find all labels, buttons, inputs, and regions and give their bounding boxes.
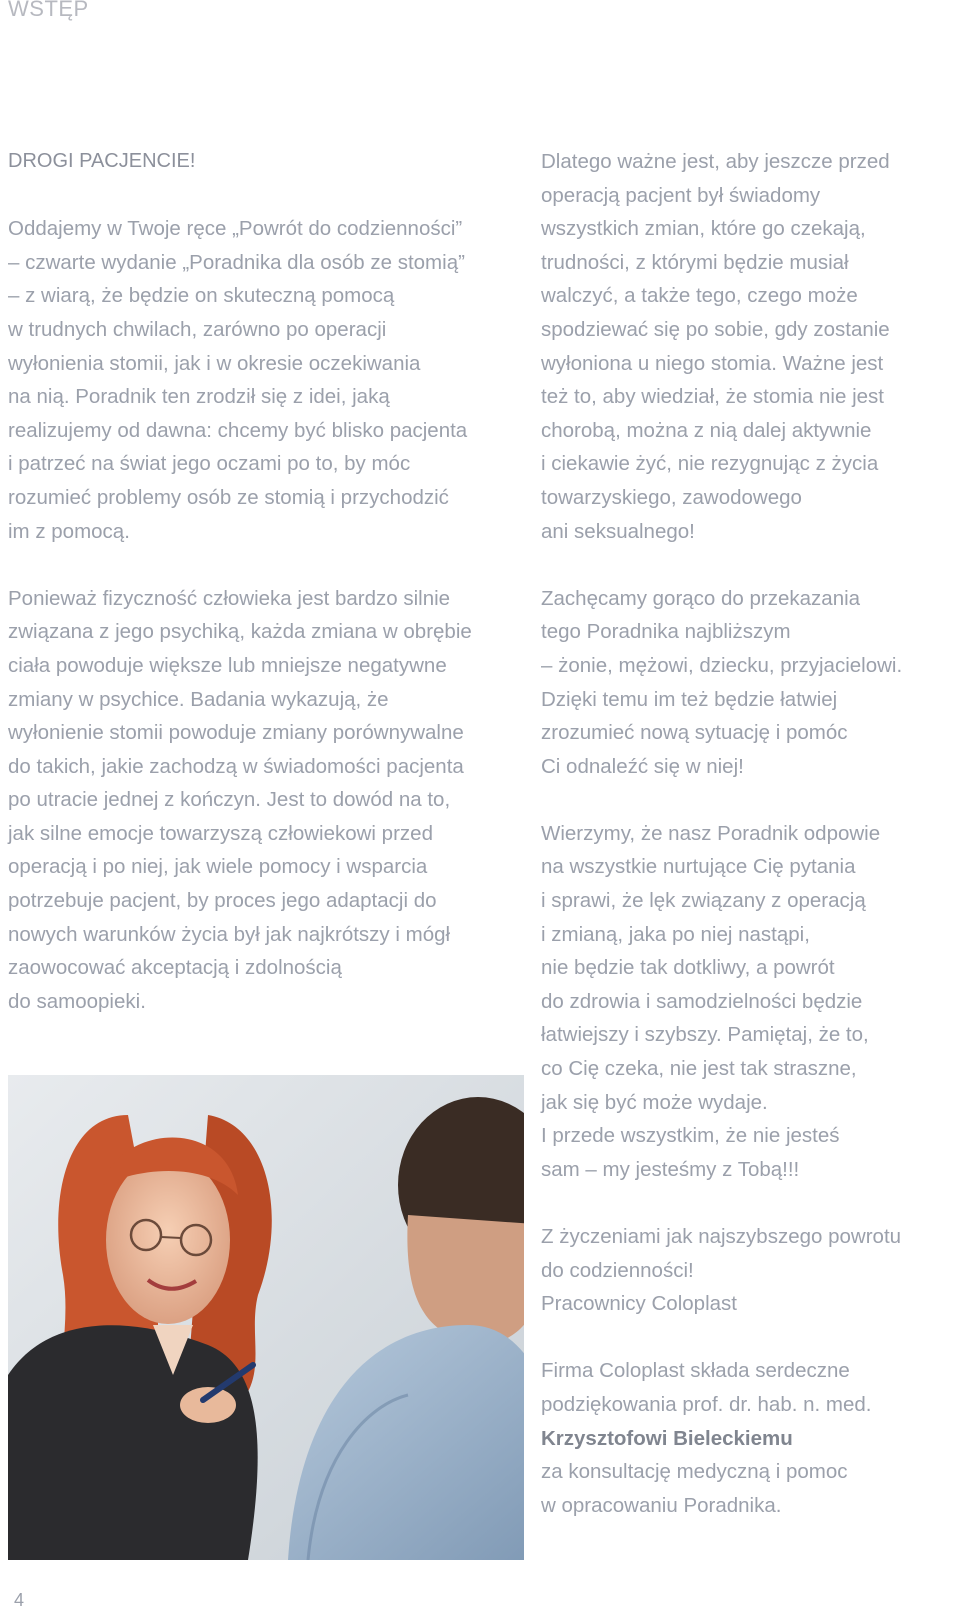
text-line: Z życzeniami jak najszybszego powrotu (541, 1225, 902, 1248)
text-line: tego Poradnika najbliższym (541, 620, 791, 644)
text-line: i zmianą, jaka po niej nastąpi, (541, 922, 810, 946)
text-line: sam – my jesteśmy z Tobą!!! (541, 1157, 800, 1181)
text-line: na wszystkie nurtujące Cię pytania (541, 855, 856, 879)
text-line: co Cię czeka, nie jest tak straszne, (541, 1057, 857, 1081)
text-line: w trudnych chwilach, zarówno po operacji (8, 317, 387, 341)
text-line: nie będzie tak dotkliwy, a powrót (541, 956, 835, 980)
text-line: wyłonienia stomii, jak i w okresie oczekiwania (8, 351, 421, 375)
psychology-paragraph (8, 582, 528, 1019)
text-line: ciała powoduje większe lub mniejsze negatywne (8, 653, 447, 677)
text-line: łatwiejszy i szybszy. Pamiętaj, że to, (541, 1023, 869, 1047)
text-line: i patrzeć na świat jego oczami po to, by móc (8, 452, 411, 476)
wishes-paragraph (541, 1220, 951, 1321)
text-line: też to, aby wiedział, że stomia nie jest (541, 385, 884, 409)
text-line: spodziewać się po sobie, gdy zostanie (541, 317, 890, 341)
text-line: towarzyskiego, zawodowego (541, 485, 802, 509)
text-line: – czwarte wydanie „Poradnika dla osób ze stomią” (8, 250, 465, 274)
text-line: nowych warunków życia był jak najkrótszy i mógł (8, 922, 451, 946)
text-line: Dzięki temu im też będzie łatwiej (541, 687, 838, 711)
text-line: wszystkich zmian, które go czekają, (541, 217, 866, 241)
text-line: ani seksualnego! (541, 519, 695, 543)
right-column (541, 145, 951, 1522)
text-line: jak silne emocje towarzyszą człowiekowi przed (8, 821, 433, 845)
text-line: związana z jego psychiką, każda zmiana w obrębie (8, 620, 472, 644)
thanks-paragraph (541, 1354, 951, 1522)
thanks-line: Firma Coloplast składa serdeczne (541, 1359, 850, 1383)
consultant-name: Krzysztofowi Bieleckiemu (541, 1426, 793, 1450)
text-line: walczyć, a także tego, czego może (541, 284, 858, 308)
greeting-heading: DROGI PACJENCIE! (8, 150, 196, 172)
awareness-paragraph (541, 145, 951, 548)
share-paragraph (541, 582, 951, 784)
text-line: wyłonienie stomii powoduje zmiany porównywalne (8, 721, 464, 745)
belief-paragraph (541, 817, 951, 1187)
text-line: po utracie jednej z kończyn. Jest to dowód na to, (8, 788, 451, 812)
thanks-line: w opracowaniu Poradnika. (541, 1493, 782, 1517)
text-line: Oddajemy w Twoje ręce „Powrót do codzienności” (8, 217, 463, 241)
text-line: zaowocować akceptacją i zdolnością (8, 956, 342, 980)
text-line: realizujemy od dawna: chcemy być blisko pacjenta (8, 418, 468, 442)
text-line: zmiany w psychice. Badania wykazują, że (8, 687, 389, 711)
text-line: Ci odnaleźć się w niej! (541, 754, 744, 778)
text-line: Wierzymy, że nasz Poradnik odpowie (541, 821, 881, 845)
text-line: do codzienności! (541, 1258, 694, 1282)
thanks-line: za konsultację medyczną i pomoc (541, 1460, 848, 1484)
text-line: zrozumieć nową sytuację i pomóc (541, 721, 848, 745)
text-line: jak się być może wydaje. (541, 1090, 768, 1114)
text-line: na nią. Poradnik ten zrodził się z idei, jaką (8, 385, 390, 409)
thanks-line: podziękowania prof. dr. hab. n. med. (541, 1392, 872, 1416)
text-line: wyłoniona u niego stomia. Ważne jest (541, 351, 884, 375)
text-line: chorobą, można z nią dalej aktywnie (541, 418, 872, 442)
consultation-photo-illustration (8, 1075, 524, 1560)
section-label: WSTĘP (8, 0, 89, 21)
left-column (8, 145, 528, 1018)
text-line: – żonie, mężowi, dziecku, przyjacielowi. (541, 653, 903, 677)
text-line: potrzebuje pacjent, by proces jego adaptacji do (8, 889, 437, 913)
text-line: i sprawi, że lęk związany z operacją (541, 889, 866, 913)
text-line: Zachęcamy gorąco do przekazania (541, 586, 861, 610)
text-line: trudności, z którymi będzie musiał (541, 250, 849, 274)
text-line: – z wiarą, że będzie on skuteczną pomocą (8, 284, 395, 308)
text-line: Pracownicy Coloplast (541, 1292, 737, 1316)
text-line: do zdrowia i samodzielności będzie (541, 989, 863, 1013)
consultation-photo (8, 1075, 524, 1560)
text-line: im z pomocą. (8, 519, 130, 543)
intro-paragraph (8, 212, 528, 548)
text-line: I przede wszystkim, że nie jesteś (541, 1124, 840, 1148)
text-line: do takich, jakie zachodzą w świadomości pacjenta (8, 754, 464, 778)
text-line: Ponieważ fizyczność człowieka jest bardzo silnie (8, 586, 451, 610)
text-line: operacją i po niej, jak wiele pomocy i wsparcia (8, 855, 428, 879)
text-line: do samoopieki. (8, 989, 146, 1013)
text-line: operacją pacjent był świadomy (541, 183, 821, 207)
page-number: 4 (14, 1590, 25, 1610)
text-line: i ciekawie żyć, nie rezygnując z życia (541, 452, 879, 476)
text-line: rozumieć problemy osób ze stomią i przychodzić (8, 485, 449, 509)
text-line: Dlatego ważne jest, aby jeszcze przed (541, 150, 890, 173)
